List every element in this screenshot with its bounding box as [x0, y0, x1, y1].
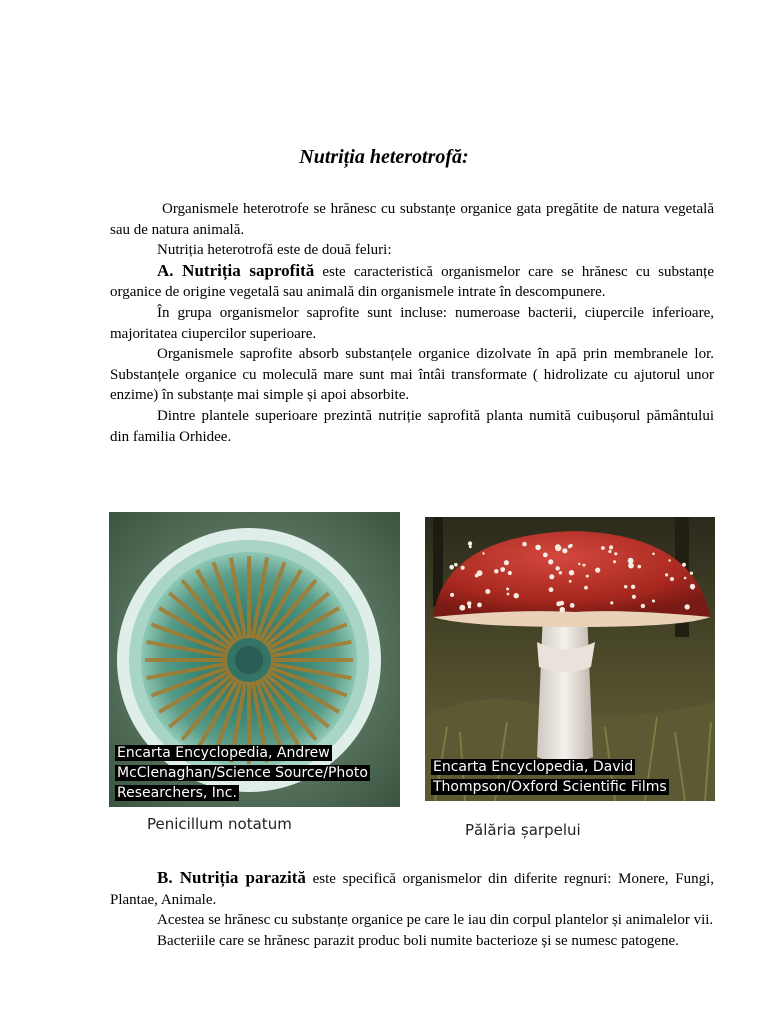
cap-spot: [543, 553, 548, 558]
intro-paragraph: Organismele heterotrofe se hrănesc cu substanțe organice gata pregătite de natura vegetală sau de natura animală.: [110, 201, 714, 238]
cap-spot: [568, 545, 572, 549]
credit-line: Thompson/Oxford Scientific Films: [433, 779, 667, 795]
cap-spot: [560, 607, 566, 613]
cap-spot: [601, 546, 605, 550]
cap-spot: [482, 552, 484, 554]
cap-spot: [485, 589, 490, 594]
cap-spot: [461, 566, 465, 570]
section-saprophytic: [110, 199, 714, 447]
cap-spot: [449, 565, 454, 570]
saprophytic-heading: A. Nutriția saprofită: [157, 260, 315, 280]
cap-spot: [507, 593, 510, 596]
absorption-paragraph: Organismele saprofite absorb substanțele organice dizolvate în apă prin membranele lor. Substanțele organice cu moleculă mare sunt mai întâi transformate ( hidrolizate cu ajutorul unor enzime) în substanțe mai simple și apoi absorbite.: [110, 346, 714, 404]
cap-spot: [668, 559, 670, 561]
parasitic-heading: B. Nutriția parazită: [157, 868, 306, 887]
saprophytic-definition-paragraph: [110, 261, 714, 303]
cap-spot: [522, 542, 527, 547]
cap-spot: [652, 553, 655, 556]
cap-spot: [685, 604, 690, 609]
cap-spot: [549, 574, 554, 579]
cap-spot: [682, 563, 686, 567]
cap-spot: [508, 571, 512, 575]
cap-spot: [562, 548, 567, 553]
cap-spot: [454, 563, 458, 567]
cap-spot: [613, 560, 616, 563]
cap-spot: [632, 595, 636, 599]
cap-spot: [494, 569, 498, 573]
credit-line: Encarta Encyclopedia, Andrew: [117, 745, 330, 761]
section-parasitic: [110, 868, 714, 951]
credit-line: Researchers, Inc.: [117, 785, 237, 801]
cap-spot: [670, 577, 674, 581]
cap-spot: [624, 585, 627, 588]
cap-spot: [628, 563, 634, 569]
figure-caption: Pălăria șarpelui: [465, 821, 581, 839]
cap-spot: [595, 568, 600, 573]
cap-spot: [500, 567, 505, 572]
cap-spot: [609, 545, 613, 549]
photo-credit: [431, 757, 669, 797]
cap-spot: [468, 541, 472, 545]
cap-spot: [578, 563, 580, 565]
cap-spot: [504, 560, 509, 565]
cap-spot: [548, 559, 553, 564]
cap-spot: [556, 601, 561, 606]
parasitic-definition: este specifică organismelor din diferite regnuri: Monere, Fungi, Plantae, Animale.: [110, 871, 714, 908]
cap-spot: [535, 545, 541, 551]
mushroom-photo: [425, 517, 715, 801]
feeding-paragraph: Acestea se hrănesc cu substanțe organice pe care le iau din corpul plantelor și animalelor vii.: [157, 912, 714, 929]
cap-spot: [570, 603, 575, 608]
cap-spot: [691, 587, 694, 590]
cap-spot: [690, 572, 693, 575]
cap-spot: [631, 585, 635, 589]
bacteria-paragraph: Bacteriile care se hrănesc parazit produc boli numite bacterioze și se numesc patogene.: [157, 932, 679, 949]
cap-spot: [450, 593, 454, 597]
cap-spot: [475, 574, 479, 578]
cap-spot: [514, 593, 519, 598]
cap-spot: [467, 601, 472, 606]
cap-spot: [614, 552, 617, 555]
example-paragraph: Dintre plantele superioare prezintă nutriție saprofită planta numită cuibușorul pământului din familia Orhidee.: [110, 407, 714, 445]
figure-caption: Penicillum notatum: [147, 815, 292, 833]
photo-credit: [115, 743, 370, 803]
credit-line: McClenaghan/Science Source/Photo: [117, 765, 368, 781]
penicillium-photo: [109, 512, 400, 807]
cap-spot: [583, 564, 586, 567]
cap-spot: [459, 605, 465, 611]
cap-spot: [555, 544, 561, 550]
cap-spot: [608, 550, 611, 553]
cap-spot: [584, 586, 588, 590]
cap-spot: [652, 600, 655, 603]
cap-spot: [569, 580, 572, 583]
cap-spot: [665, 573, 668, 576]
cap-spot: [468, 605, 471, 608]
cap-spot: [549, 587, 554, 592]
cap-spot: [469, 545, 472, 548]
cap-spot: [586, 575, 589, 578]
cap-spot: [641, 604, 645, 608]
cap-spot: [559, 571, 562, 574]
cap-spot: [506, 588, 509, 591]
cap-spot: [477, 603, 482, 608]
groups-paragraph: În grupa organismelor saprofite sunt incluse: numeroase bacterii, ciupercile inferioare, majoritatea ciupercilor superioare.: [110, 304, 714, 342]
credit-line: Encarta Encyclopedia, David: [433, 759, 634, 775]
cap-spot: [556, 566, 560, 570]
saprophytic-definition: este caracteristică organismelor care se hrănesc cu substanțe organice de origine vegetală sau animală din organismele intrate în descompunere.: [110, 263, 714, 301]
cap-spot: [684, 577, 687, 580]
types-paragraph: Nutriția heterotrofă este de două feluri:: [157, 242, 392, 259]
parasitic-definition-paragraph: [110, 868, 714, 910]
cap-spot: [610, 601, 613, 604]
cap-spot: [569, 570, 574, 575]
page-title: Nutriția heterotrofă:: [299, 146, 469, 168]
cap-spot: [638, 565, 642, 569]
